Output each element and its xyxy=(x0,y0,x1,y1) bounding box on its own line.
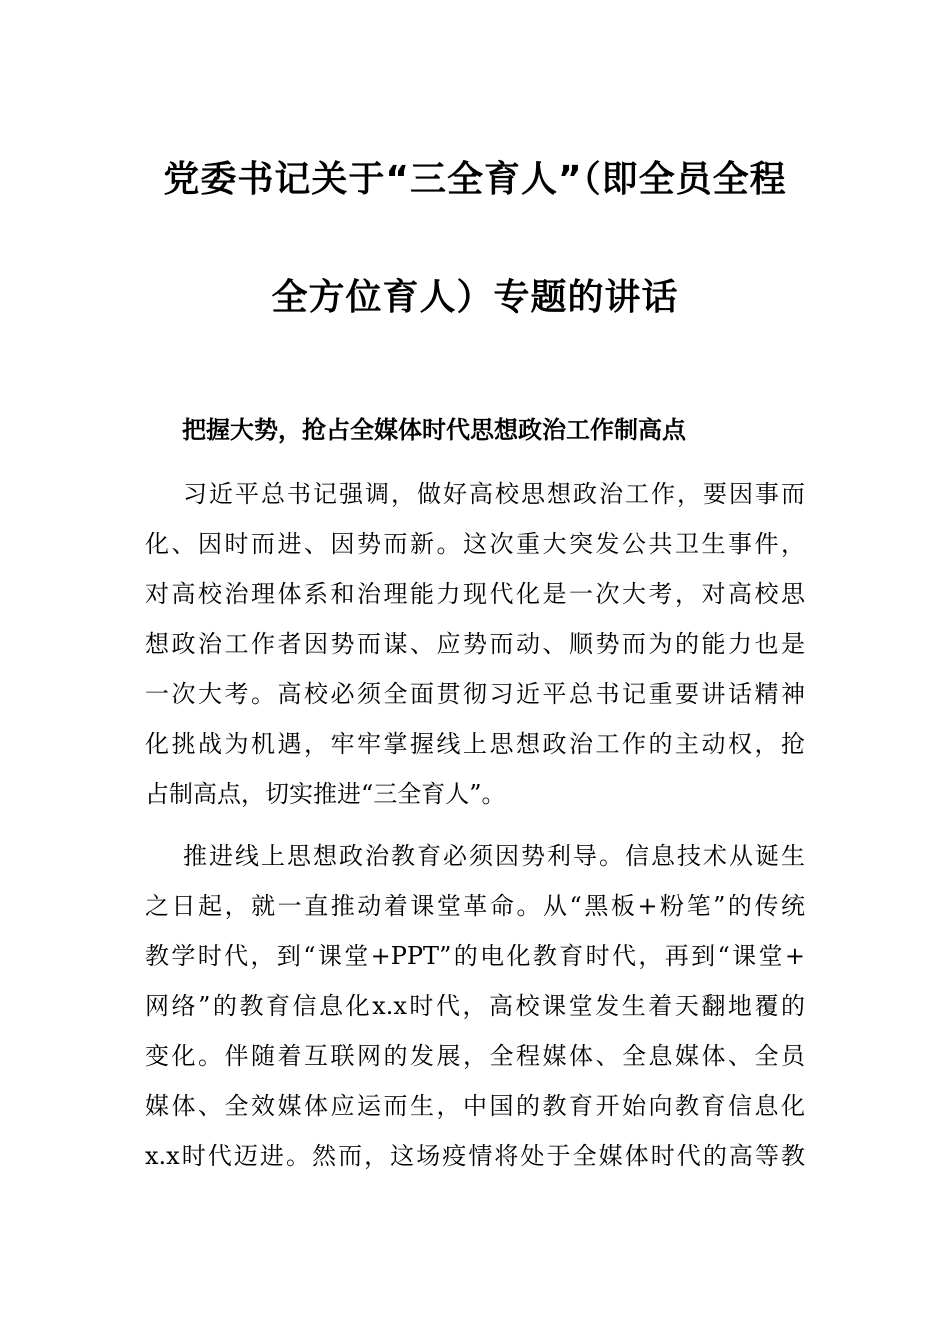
paragraph-2-line-1: 推进线上思想政治教育必须因势利导。信息技术从诞生 xyxy=(183,842,805,870)
paragraph-2-line-2: 之日起，就一直推动着课堂革命。从“黑板+粉笔”的传统 xyxy=(145,892,805,920)
paragraph-2-line-7: x.x时代迈进。然而，这场疫情将处于全媒体时代的高等教 xyxy=(145,1142,805,1170)
paragraph-2-line-4: 网络”的教育信息化x.x时代，高校课堂发生着天翻地覆的 xyxy=(145,992,805,1020)
paragraph-1-line-7: 占制高点，切实推进“三全育人”。 xyxy=(145,780,506,808)
paragraph-1-line-1: 习近平总书记强调，做好高校思想政治工作，要因事而 xyxy=(183,480,805,508)
section-heading: 把握大势，抢占全媒体时代思想政治工作制高点 xyxy=(182,416,686,444)
paragraph-2-line-3: 教学时代，到“课堂+PPT”的电化教育时代，再到“课堂+ xyxy=(145,942,805,970)
paragraph-1-line-4: 想政治工作者因势而谋、应势而动、顺势而为的能力也是 xyxy=(145,630,805,658)
paragraph-2-line-6: 媒体、全效媒体应运而生，中国的教育开始向教育信息化 xyxy=(145,1092,805,1120)
paragraph-2-line-5: 变化。伴随着互联网的发展，全程媒体、全息媒体、全员 xyxy=(145,1042,805,1070)
document-title-line-1: 党委书记关于“三全育人”（即全员全程 xyxy=(163,159,787,200)
paragraph-1-line-2: 化、因时而进、因势而新。这次重大突发公共卫生事件， xyxy=(145,530,805,558)
paragraph-1-line-5: 一次大考。高校必须全面贯彻习近平总书记重要讲话精神 xyxy=(145,680,805,708)
paragraph-1-line-6: 化挑战为机遇，牢牢掌握线上思想政治工作的主动权，抢 xyxy=(145,730,805,758)
document-title-line-2: 全方位育人）专题的讲话 xyxy=(271,277,679,318)
paragraph-1-line-3: 对高校治理体系和治理能力现代化是一次大考，对高校思 xyxy=(145,580,805,608)
